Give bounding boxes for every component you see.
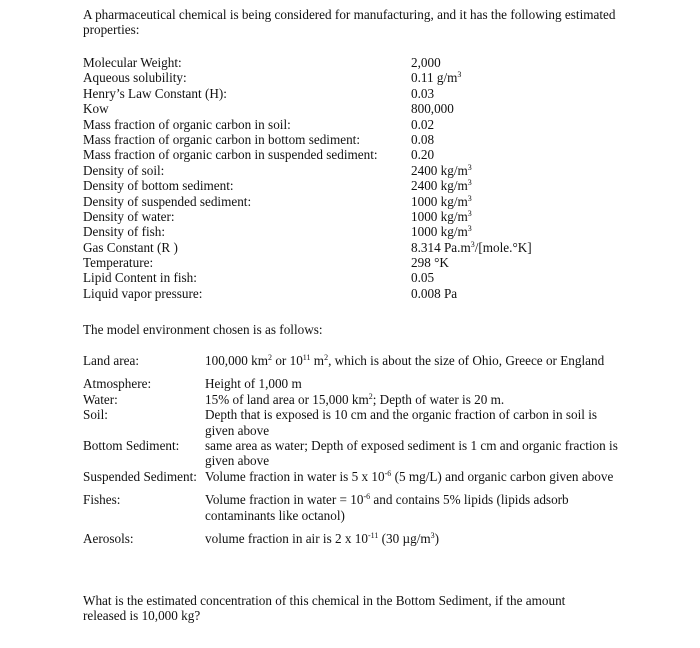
property-value: 0.11 $g/m^3$ [411, 70, 462, 86]
environment-row [83, 407, 628, 438]
property-row [83, 270, 603, 285]
property-name: Aqueous solubility: [83, 70, 187, 86]
property-row [83, 194, 603, 209]
question-paragraph: What is the estimated concentration of this chemical in the Bottom Sediment, if the amount released is 10,000 kg? [83, 593, 566, 624]
property-value: 0.03 [411, 85, 435, 101]
property-row [83, 209, 603, 224]
property-value: 2400 $kg/m^3$ [411, 162, 472, 178]
property-row [83, 255, 603, 270]
property-name: Henry’s Law Constant (H): [83, 85, 227, 101]
property-value: 0.02 [411, 116, 435, 132]
environment-label: Land area: [83, 353, 140, 368]
environment-row [83, 353, 628, 368]
property-row [83, 224, 603, 239]
environment-table [83, 353, 628, 546]
property-value: 8.314 $Pa.m^3/[mole.^\circ K]$ [411, 239, 532, 255]
environment-value: same area as water; Depth of exposed sediment is 1 cm and organic fraction is given above [205, 438, 618, 469]
property-value: 0.008 Pa [411, 285, 458, 301]
environment-row [83, 492, 628, 523]
property-row [83, 240, 603, 255]
property-name: Gas Constant (R ) [83, 239, 178, 255]
environment-label: Soil: [83, 407, 108, 423]
property-name: Liquid vapor pressure: [83, 285, 203, 301]
property-name: Density of water: [83, 208, 175, 224]
environment-value: Depth that is exposed is 10 cm and the organic fraction of carbon in soil is given above [205, 407, 597, 438]
property-value: 1000 $kg/m^3$ [411, 193, 472, 209]
environment-label: Bottom Sediment: [83, 438, 180, 454]
property-row [83, 163, 603, 178]
property-name: Kow [83, 101, 109, 117]
environment-row [83, 392, 628, 407]
property-value: 2,000 [411, 55, 441, 70]
property-row [83, 70, 603, 85]
environment-row [83, 469, 628, 484]
property-row [83, 178, 603, 193]
property-name: Mass fraction of organic carbon in bottom sediment: [83, 131, 360, 147]
property-value: 0.08 [411, 131, 435, 147]
property-row [83, 86, 603, 101]
environment-label: Fishes: [83, 492, 121, 508]
property-value: 2400 $kg/m^3$ [411, 178, 472, 194]
environment-label: Atmosphere: [83, 376, 152, 392]
environment-row [83, 376, 628, 391]
environment-intro: The model environment chosen is as follows: [83, 322, 323, 337]
environment-label: Aerosols: [83, 531, 134, 547]
property-name: Lipid Content in fish: [83, 270, 197, 286]
property-value: 0.20 [411, 147, 435, 163]
property-name: Molecular Weight: [83, 55, 182, 70]
environment-row [83, 531, 628, 546]
property-value: 1000 $kg/m^3$ [411, 208, 472, 224]
properties-table [83, 55, 603, 301]
property-row [83, 55, 603, 70]
environment-label: Water: [83, 391, 118, 407]
environment-value: Volume fraction in water = $10^{-6}$ and contains 5% lipids (lipids adsorb contaminants like octanol) [205, 492, 569, 523]
property-value: 298 °K [411, 255, 449, 271]
environment-value: Volume fraction in water is 5 x $10^{-6}$ (5 mg/L) and organic carbon given above [205, 468, 614, 484]
property-name: Temperature: [83, 255, 154, 271]
property-name: Density of suspended sediment: [83, 193, 252, 209]
environment-label: Suspended Sediment: [83, 468, 197, 484]
intro-paragraph: A pharmaceutical chemical is being considered for manufacturing, and it has the following estimated properties: [83, 7, 616, 38]
environment-row [83, 438, 628, 469]
environment-value: Height of 1,000 m [205, 376, 302, 392]
property-row [83, 147, 603, 162]
property-row [83, 101, 603, 116]
property-value: 800,000 [411, 101, 454, 117]
property-name: Density of soil: [83, 162, 165, 178]
property-name: Mass fraction of organic carbon in suspended sediment: [83, 147, 378, 163]
environment-value: volume fraction in air is 2 x $10^{-11}$ (30 $\mu g/m^3$) [205, 531, 440, 547]
property-row [83, 132, 603, 147]
property-name: Density of bottom sediment: [83, 178, 234, 194]
property-row [83, 286, 603, 301]
property-name: Mass fraction of organic carbon in soil: [83, 116, 291, 132]
property-value: 0.05 [411, 270, 435, 286]
environment-value: 15% of land area or 15,000 $km^2$; Depth of water is 20 m. [205, 391, 505, 407]
property-row [83, 117, 603, 132]
environment-value: 100,000 $km^2$ or $10^{11}$ $m^2$, which is about the size of Ohio, Greece or England [205, 353, 605, 368]
property-value: 1000 $kg/m^3$ [411, 224, 472, 240]
property-name: Density of fish: [83, 224, 166, 240]
